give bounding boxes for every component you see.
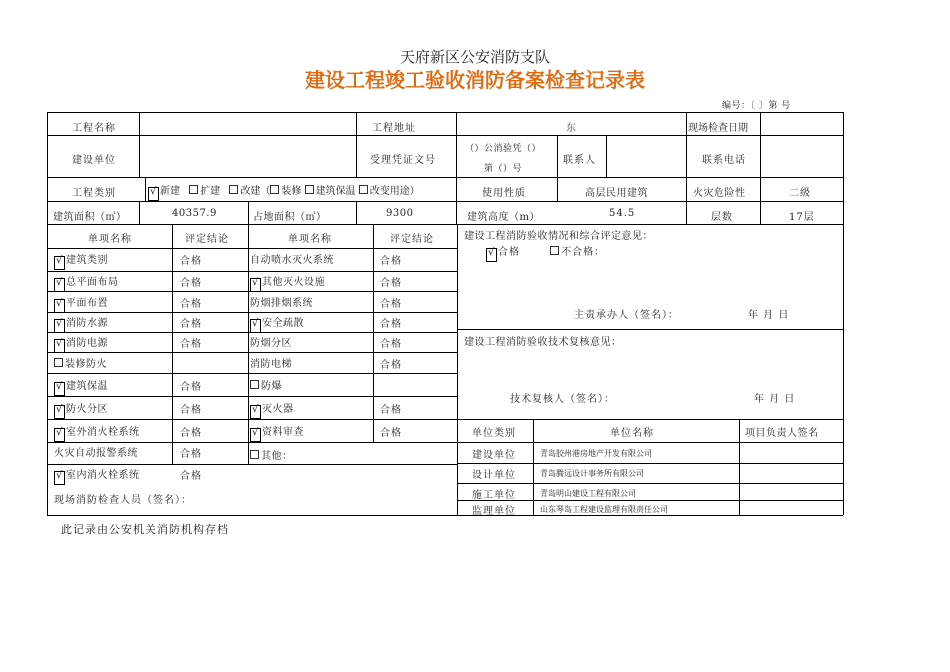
category-rebuild-label: 改建（ [240,186,271,197]
item-right-4 [250,334,292,349]
category-decor-checkbox[interactable] [270,185,279,194]
item-name: 总平面布局 [66,277,119,288]
item-checkbox[interactable]: √ [250,278,261,292]
item-name: 防烟分区 [250,338,292,349]
item-checkbox[interactable]: √ [54,339,65,353]
item-result: 合格 [180,382,202,393]
unit-name: 青岛明山建设工程有限公司 [540,489,636,498]
item-name: 装修防火 [65,359,107,370]
serial-number: 编号：〔 〕第 号 [722,101,791,111]
item-name-header-left: 单项名称 [88,234,132,245]
item-name: 平面布置 [66,298,108,309]
fail-label: 不合格： [561,247,606,258]
item-name: 防火分区 [66,404,108,415]
item-right-5 [250,355,292,370]
category-decor-label: 装修 [281,186,302,197]
item-result: 合格 [380,319,402,330]
item-checkbox[interactable]: √ [54,405,65,419]
receipt-number-label: 受理凭证文号 [370,155,436,166]
unit-name-header: 单位名称 [610,428,654,439]
item-result-header-left: 评定结论 [185,234,229,245]
item-name: 其他灭火设施 [262,277,325,288]
floors-label: 层数 [711,212,733,223]
item-name: 消防水源 [66,318,108,329]
item-name: 建筑类别 [66,255,108,266]
item-right-6 [250,377,282,392]
floors-value: 17层 [789,212,815,223]
item-right-1 [250,273,325,292]
inspection-date-label: 现场检查日期 [688,123,748,134]
category-new-label: 新建 [160,186,180,197]
item-right-9 [250,447,293,462]
building-height-label: 建筑高度（m） [467,212,540,223]
item-right-7 [250,400,294,419]
item-name: 其他： [261,451,293,462]
item-left-3 [54,314,108,333]
item-right-0 [250,251,334,266]
category-insulation-label: 建筑保温 [315,186,356,197]
item-right-3 [250,314,304,333]
fail-checkbox[interactable] [550,246,559,255]
item-name: 消防电梯 [250,359,292,370]
chief-sign-date: 年 月 日 [748,310,790,321]
item-left-1 [54,273,119,292]
unit-type-header: 单位类别 [472,428,516,439]
item-right-8 [250,423,304,442]
building-height-value: 54.5 [609,208,636,219]
item-checkbox[interactable] [54,358,63,367]
item-result: 合格 [180,449,202,460]
unit-type: 设计单位 [472,470,516,481]
technical-sign-date: 年 月 日 [754,394,796,405]
item-result-header-right: 评定结论 [390,234,434,245]
item-left-6 [54,377,108,396]
unit-leader-header: 项目负责人签名 [745,428,819,439]
item-name: 资料审查 [262,427,304,438]
project-name-label: 工程名称 [72,123,116,134]
building-area-label: 建筑面积（㎡） [53,212,127,223]
item-result: 合格 [180,299,202,310]
item-checkbox[interactable]: √ [54,428,65,442]
evaluation-options [486,243,605,262]
project-category-options [148,182,420,201]
item-left-2 [54,294,108,313]
org-name: 天府新区公安消防支队 [399,48,550,66]
footer-note: 此记录由公安机关消防机构存档 [61,523,229,536]
item-name: 安全疏散 [262,318,304,329]
category-insulation-checkbox[interactable] [305,185,314,194]
item-name: 消防电源 [66,338,108,349]
item-left-10 [54,466,140,485]
receipt-number-line2: 第（）号 [484,164,523,174]
item-left-7 [54,400,108,419]
evaluation-opinion-label: 建设工程消防验收情况和综合评定意见： [464,231,653,242]
use-nature-value: 高层民用建筑 [585,188,648,199]
item-checkbox[interactable]: √ [54,319,65,333]
fire-risk-value: 二级 [789,188,811,199]
technical-review-label: 建设工程消防验收技术复核意见： [464,337,622,348]
contact-person-label: 联系人 [563,155,596,166]
pass-checkbox[interactable]: √ [486,248,497,262]
item-name: 建筑保温 [66,381,108,392]
item-result: 合格 [380,428,402,439]
project-address-value: 东 [566,123,577,134]
category-new-checkbox[interactable]: √ [148,187,159,201]
unit-name: 山东琴岛工程建设监理有限责任公司 [540,505,668,514]
item-result: 合格 [380,256,402,267]
category-change-use-label: 改变用途） [369,186,420,197]
category-rebuild-checkbox[interactable] [229,185,238,194]
item-name: 室外消火栓系统 [66,427,140,438]
item-result: 合格 [380,339,402,350]
item-checkbox[interactable]: √ [54,278,65,292]
category-expand-checkbox[interactable] [189,185,198,194]
use-nature-label: 使用性质 [482,188,526,199]
item-checkbox[interactable] [250,380,259,389]
category-expand-label: 扩建 [200,186,221,197]
item-checkbox[interactable]: √ [250,428,261,442]
item-checkbox[interactable]: √ [54,299,65,313]
item-result: 合格 [180,428,202,439]
contact-phone-label: 联系电话 [702,155,746,166]
category-change-use-checkbox[interactable] [359,185,368,194]
item-name: 灭火器 [262,404,294,415]
item-name: 防烟排烟系统 [250,298,313,309]
item-result: 合格 [380,278,402,289]
project-category-label: 工程类别 [72,188,116,199]
item-left-4 [54,334,108,353]
land-area-label: 占地面积（㎡） [253,212,327,223]
item-name: 火灾自动报警系统 [54,448,138,459]
item-checkbox[interactable]: √ [54,382,65,396]
item-result: 合格 [180,471,202,482]
page-title: 建设工程竣工验收消防备案检查记录表 [305,68,645,92]
fire-risk-label: 火灾危险性 [693,188,746,199]
item-result: 合格 [180,405,202,416]
item-result: 合格 [380,299,402,310]
item-result: 合格 [180,256,202,267]
item-checkbox[interactable]: √ [54,256,65,270]
unit-name: 青岛胶州港房地产开发有限公司 [540,449,652,458]
item-right-2 [250,294,313,309]
land-area-value: 9300 [386,208,414,219]
technical-signer-label: 技术复核人（签名）： [510,394,615,405]
item-result: 合格 [180,278,202,289]
item-result: 合格 [380,405,402,416]
item-left-8 [54,423,140,442]
item-result: 合格 [180,319,202,330]
chief-signer-label: 主责承办人（签名）： [574,310,679,321]
item-checkbox[interactable]: √ [54,471,65,485]
item-name: 室内消火栓系统 [66,470,140,481]
unit-type: 施工单位 [472,490,516,501]
item-result: 合格 [180,339,202,350]
unit-name: 青岛腾远设计事务所有限公司 [540,469,644,478]
item-checkbox[interactable]: √ [250,319,261,333]
unit-type: 监理单位 [472,506,516,517]
inspectors-label: 现场消防检查人员（签名）： [54,495,192,506]
item-checkbox[interactable]: √ [250,405,261,419]
receipt-number-line1: （）公消验凭（） [465,144,542,154]
item-result: 合格 [380,360,402,371]
project-address-label: 工程地址 [372,123,416,134]
unit-type: 建设单位 [472,450,516,461]
item-left-5 [54,355,107,370]
construction-unit-label: 建设单位 [72,155,116,166]
pass-label: 合格 [498,247,520,258]
building-area-value: 40357.9 [172,208,217,219]
item-left-9 [54,444,138,459]
item-checkbox[interactable] [250,450,259,459]
item-name-header-right: 单项名称 [288,234,332,245]
item-name: 防爆 [261,381,282,392]
item-left-0 [54,251,108,270]
item-name: 自动喷水灭火系统 [250,255,334,266]
